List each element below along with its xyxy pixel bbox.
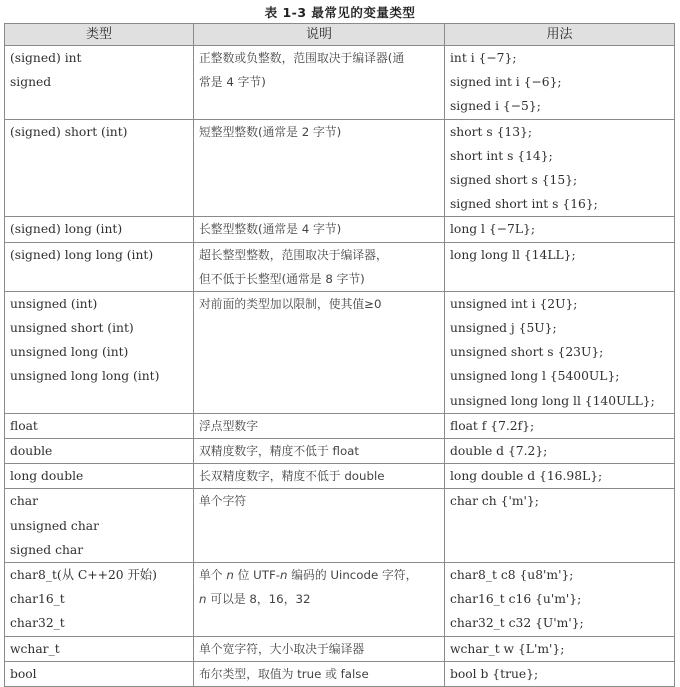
type-line: wchar_t [10,641,60,656]
type-line: bool [10,666,37,681]
usage-line: signed short s {15}; [450,172,578,187]
usage-line: signed int i {−6}; [450,75,562,90]
desc-line: 布尔类型，取值为 true 或 false [199,666,369,681]
description-cell [194,217,445,242]
usage-line: double d {7.2}; [450,444,548,458]
table-row [5,413,675,438]
table-row [5,217,675,242]
description-cell [194,119,445,217]
description-cell [194,46,445,120]
type-line: char16_t [10,592,65,607]
desc-line: 常是 4 字节) [199,75,266,90]
description-cell [194,439,445,464]
description-cell [194,242,445,291]
usage-line: unsigned long long ll {140ULL}; [450,393,655,408]
type-line: (signed) int [10,51,82,65]
type-line: (signed) long long (int) [10,247,154,262]
description-cell [194,291,445,413]
table-row [5,489,675,563]
desc-line: 双精度数字，精度不低于 float [199,444,360,458]
desc-line: 超长整型整数，范围取决于编译器， [199,247,388,262]
usage-cell [445,464,675,489]
desc-line: 浮点型数字 [199,418,258,433]
usage-line: long long ll {14LL}; [450,247,576,262]
usage-line: unsigned short s {23U}; [450,345,604,360]
usage-cell [445,119,675,217]
table-row [5,636,675,661]
usage-line: short int s {14}; [450,148,553,163]
table-row [5,242,675,291]
type-line: (signed) long (int) [10,222,123,237]
table-row [5,562,675,636]
type-cell [5,119,194,217]
type-line: unsigned long (int) [10,345,129,360]
type-line: unsigned char [10,518,99,533]
usage-cell [445,46,675,120]
type-line: signed [10,75,52,90]
desc-line: 长双精度数字，精度不低于 double [199,469,385,484]
table-caption: 表 1-3 最常见的变量类型 [264,5,416,20]
type-cell [5,46,194,120]
desc-line: 单个字符 [199,494,247,509]
usage-line: wchar_t w {L'm'}; [450,641,565,656]
type-line: unsigned short (int) [10,321,134,336]
usage-line: int i {−7}; [450,51,517,65]
desc-line: 对前面的类型加以限制，使其值≥0 [199,296,382,311]
usage-line: short s {13}; [450,124,533,139]
desc-line: 单个 n 位 UTF-n 编码的 Uincode 字符， [199,567,418,582]
type-line: signed char [10,542,84,557]
type-cell [5,464,194,489]
usage-line: long l {−7L}; [450,222,535,237]
type-cell [5,291,194,413]
table-body [5,46,675,687]
table-row [5,291,675,413]
usage-line: char ch {'m'}; [450,494,539,509]
description-cell [194,464,445,489]
type-line: unsigned (int) [10,296,98,311]
usage-cell [445,562,675,636]
type-line: double [10,444,53,458]
usage-line: signed i {−5}; [450,99,541,114]
table-row [5,464,675,489]
usage-line: unsigned long l {5400UL}; [450,369,620,384]
desc-line: 正整数或负整数，范围取决于编译器(通 [199,51,405,65]
type-line: (signed) short (int) [10,124,128,139]
type-cell [5,413,194,438]
usage-line: bool b {true}; [450,666,539,681]
type-line: long double [10,469,84,484]
type-line: char [10,494,39,509]
usage-cell [445,489,675,563]
type-cell [5,562,194,636]
variable-types-table [4,23,675,687]
description-cell [194,489,445,563]
usage-line: float f {7.2f}; [450,418,535,433]
description-cell [194,636,445,661]
type-cell [5,439,194,464]
usage-cell [445,439,675,464]
type-cell [5,661,194,686]
usage-line: long double d {16.98L}; [450,469,603,484]
usage-cell [445,242,675,291]
table-row [5,661,675,686]
usage-line: unsigned j {5U}; [450,321,557,336]
description-cell [194,562,445,636]
type-cell [5,489,194,563]
table-row [5,439,675,464]
usage-line: signed short int s {16}; [450,197,598,212]
desc-line: 长整型整数(通常是 4 字节) [199,222,342,237]
table-header-row [5,24,675,46]
desc-line: 短整型整数(通常是 2 字节) [199,124,342,139]
usage-cell [445,661,675,686]
type-line: unsigned long long (int) [10,369,160,384]
usage-cell [445,217,675,242]
header-type: 类型 [5,24,194,46]
type-cell [5,242,194,291]
usage-line: char8_t c8 {u8'm'}; [450,567,574,582]
description-cell [194,413,445,438]
desc-line: n 可以是 8，16，32 [199,592,311,607]
table-row [5,46,675,120]
usage-cell [445,291,675,413]
description-cell [194,661,445,686]
usage-line: unsigned int i {2U}; [450,296,578,311]
desc-line: 单个宽字符，大小取决于编译器 [199,641,365,656]
type-cell [5,217,194,242]
header-usage: 用法 [445,24,675,46]
desc-line: 但不低于长整型(通常是 8 字节) [199,271,365,286]
type-line: char32_t [10,616,65,631]
header-description: 说明 [194,24,445,46]
type-cell [5,636,194,661]
usage-line: char32_t c32 {U'm'}; [450,616,584,631]
type-line: char8_t(从 C++20 开始) [10,567,157,582]
type-line: float [10,418,38,433]
usage-cell [445,636,675,661]
usage-line: char16_t c16 {u'm'}; [450,592,582,607]
usage-cell [445,413,675,438]
table-row [5,119,675,217]
